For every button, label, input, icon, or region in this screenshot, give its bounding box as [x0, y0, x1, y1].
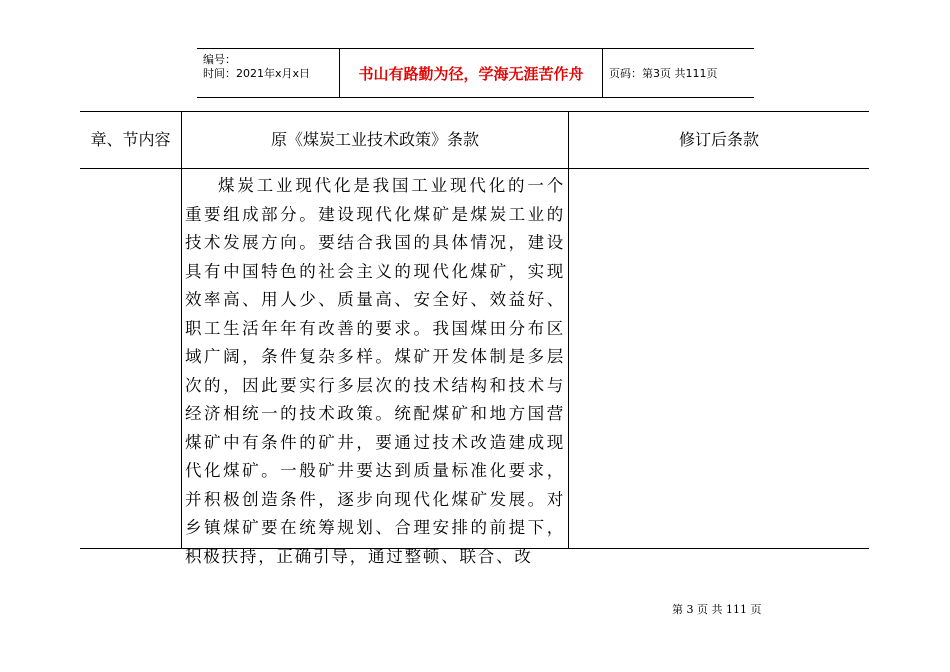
- column-header-chapter: 章、节内容: [90, 130, 171, 149]
- original-clause-text: 煤炭工业现代化是我国工业现代化的一个重要组成部分。建设现代化煤矿是煤炭工业的技术发展方向。要结合我国的具体情况，建设具有中国特色的社会主义的现代化煤矿，实现效率高、用人少、质量高、安全好、效益好、职工生活年年有改善的要求。我国煤田分布区域广阔，条件复杂多样。煤矿开发体制是多层次的，因此要实行多层次的技术结构和技术与经济相统一的技术政策。统配煤矿和地方国营煤矿中有条件的矿井，要通过技术改造建成现代化煤矿。一般矿井要达到质量标准化要求，并积极创造条件，逐步向现代化煤矿发展。对乡镇煤矿要在统筹规划、合理安排的前提下，积极扶持，正确引导，通过整顿、联合、改: [185, 176, 565, 566]
- column-header-revised: 修订后条款: [678, 130, 759, 149]
- header-motto-cell: [340, 49, 603, 97]
- column-divider: [181, 112, 182, 548]
- header-row-divider: [80, 168, 869, 169]
- column-divider: [568, 112, 569, 548]
- time-label: 时间：2021年x月x日: [203, 67, 311, 80]
- page-footer: 第 3 页 共 111 页: [672, 603, 762, 616]
- column-header-original: 原《煤炭工业技术政策》条款: [270, 130, 479, 149]
- header-meta: [197, 49, 340, 97]
- policy-table: [80, 111, 869, 566]
- number-label: 编号：: [203, 53, 236, 66]
- motto-text: 书山有路勤为径，学海无涯苦作舟: [358, 64, 584, 83]
- page-header: [197, 48, 754, 98]
- header-page-info: 页码：第3页 共111页: [609, 67, 718, 80]
